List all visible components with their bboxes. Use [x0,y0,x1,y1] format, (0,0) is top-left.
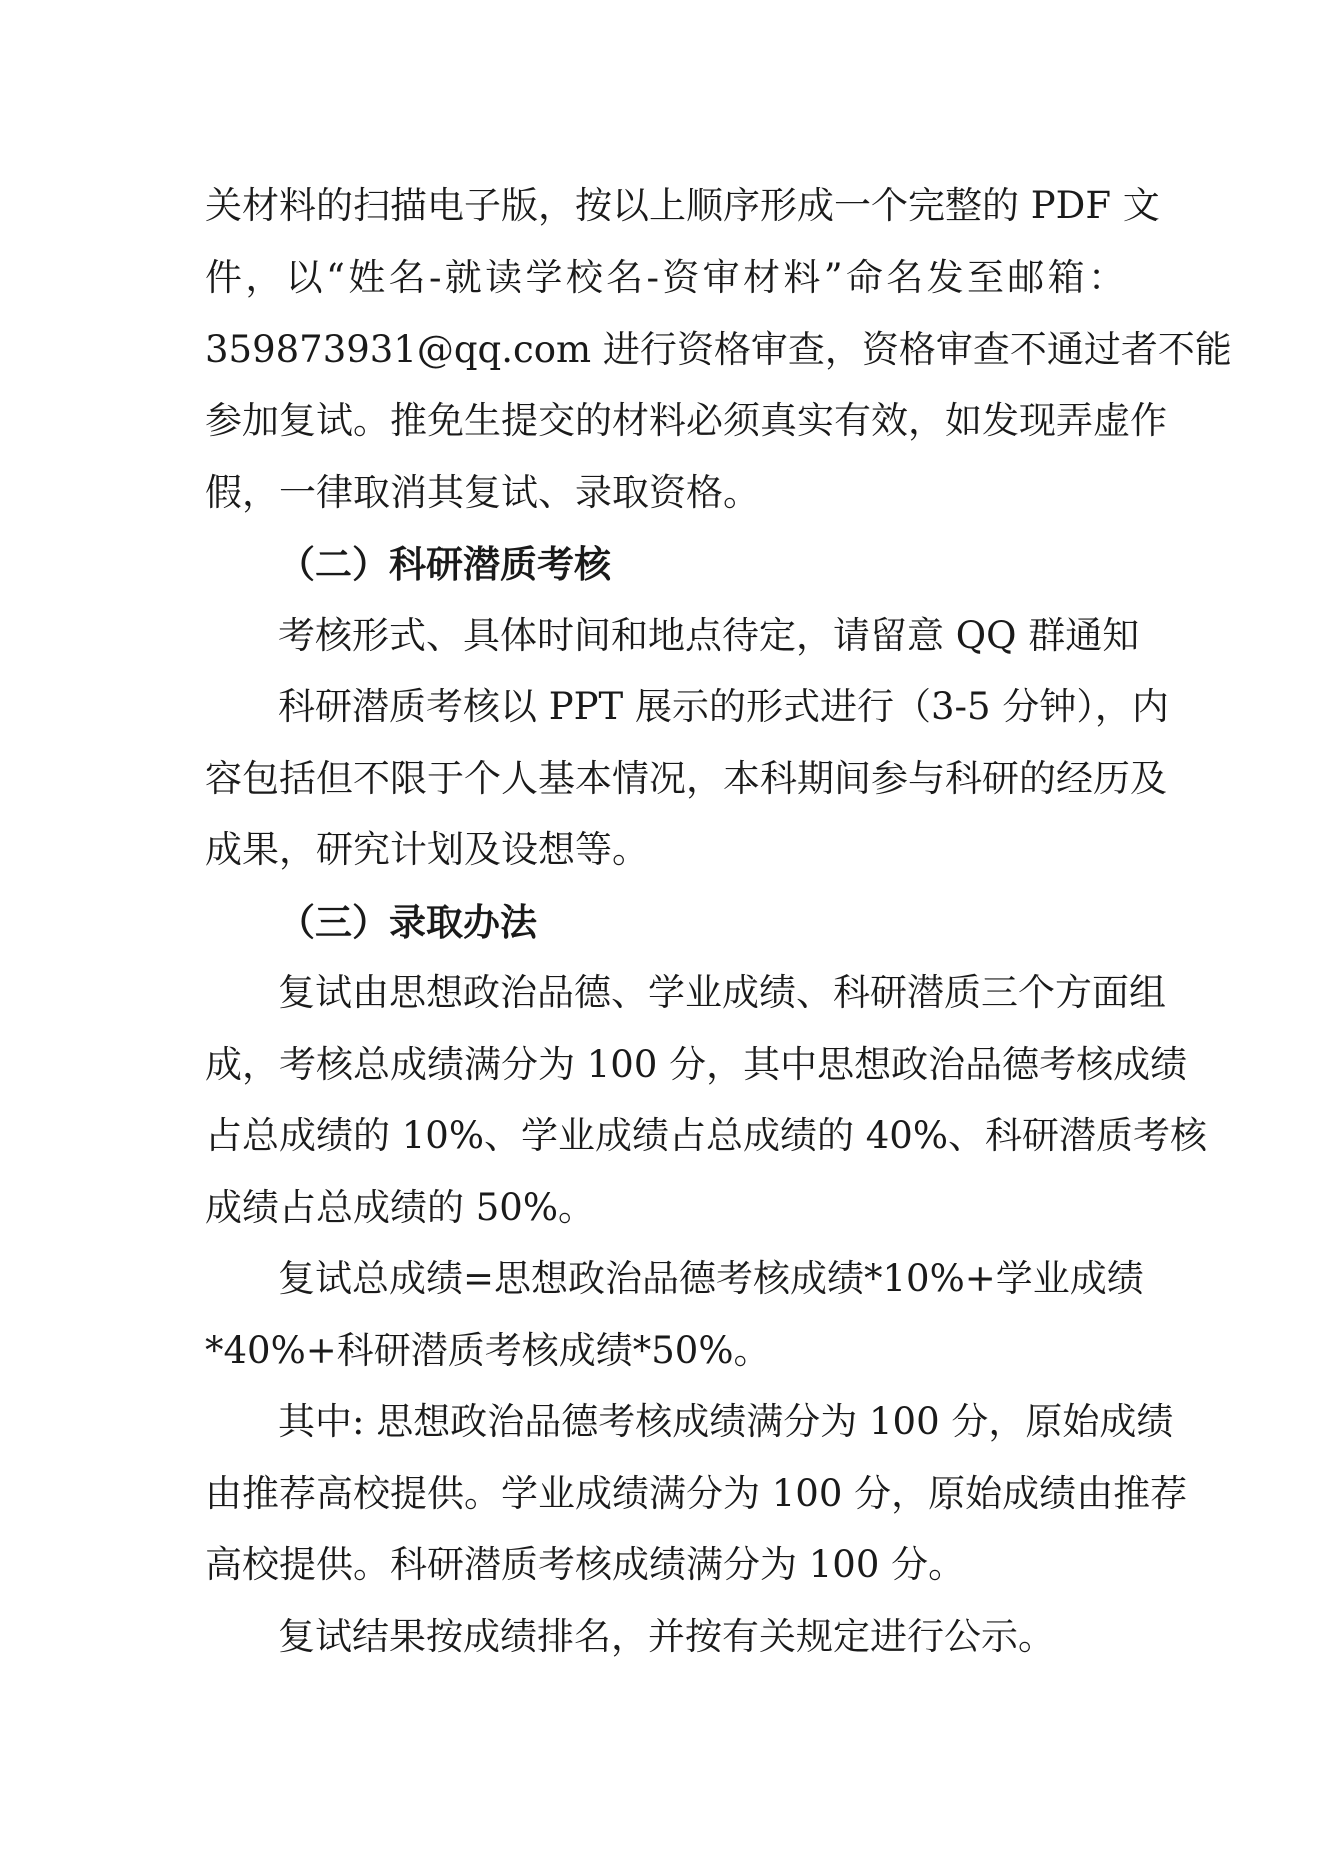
paragraph-line: 成，考核总成绩满分为 100 分，其中思想政治品德考核成绩 [205,1043,1188,1086]
paragraph-line: 复试结果按成绩排名，并按有关规定进行公示。 [278,1615,1055,1658]
section-heading-research: （二）科研潜质考核 [278,542,611,586]
paragraph-line: 科研潜质考核以 PPT 展示的形式进行（3-5 分钟），内 [278,685,1169,728]
paragraph-line: 由推荐高校提供。学业成绩满分为 100 分，原始成绩由推荐 [205,1472,1188,1515]
paragraph-line: 复试由思想政治品德、学业成绩、科研潜质三个方面组 [278,971,1166,1014]
paragraph-line: 假，一律取消其复试、录取资格。 [205,471,760,514]
paragraph-line: 占总成绩的 10%、学业成绩占总成绩的 40%、科研潜质考核 [205,1114,1207,1157]
paragraph-line: 359873931@qq.com 进行资格审查，资格审查不通过者不能 [205,328,1232,371]
paragraph-line: 参加复试。推免生提交的材料必须真实有效，如发现弄虚作 [205,399,1167,442]
paragraph-line: 成绩占总成绩的 50%。 [205,1186,595,1229]
section-heading-admission: （三）录取办法 [278,900,537,944]
paragraph-line: 容包括但不限于个人基本情况，本科期间参与科研的经历及 [205,757,1167,800]
paragraph-line: 件，以“姓名-就读学校名-资审材料”命名发至邮箱： [205,256,1125,299]
paragraph-line: 考核形式、具体时间和地点待定，请留意 QQ 群通知 [278,614,1140,657]
paragraph-line: *40%+科研潜质考核成绩*50%。 [205,1329,771,1372]
paragraph-line: 其中: 思想政治品德考核成绩满分为 100 分，原始成绩 [278,1400,1174,1443]
paragraph-line: 关材料的扫描电子版，按以上顺序形成一个完整的 PDF 文 [205,184,1160,227]
paragraph-line: 成果，研究计划及设想等。 [205,828,649,871]
paragraph-line: 高校提供。科研潜质考核成绩满分为 100 分。 [205,1543,966,1586]
paragraph-line: 复试总成绩=思想政治品德考核成绩*10%+学业成绩 [278,1257,1144,1300]
